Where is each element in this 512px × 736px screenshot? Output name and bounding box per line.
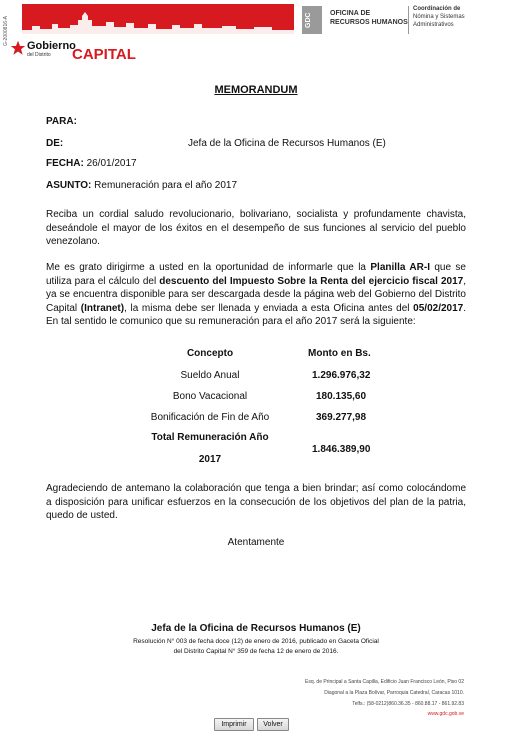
de-value: Jefa de la Oficina de Recursos Humanos (E) bbox=[188, 138, 386, 149]
memo-title: MEMORANDUM bbox=[214, 84, 298, 96]
p2-planilla: Planilla AR-I bbox=[370, 262, 430, 273]
p2-intranet: (Intranet) bbox=[80, 302, 125, 314]
header-banner bbox=[22, 4, 294, 34]
row-concept: Sueldo Anual bbox=[180, 370, 240, 381]
row-amount: 180.135,60 bbox=[316, 391, 367, 402]
row-amount: 369.277,98 bbox=[316, 412, 367, 423]
p2-descuento: descuento del Impuesto Sobre la Renta del ejercicio fiscal 2017 bbox=[159, 275, 464, 287]
p2-deadline: 05/02/2017 bbox=[413, 302, 464, 314]
address-line1: Esq. de Principal a Santa Capilla, Edificio Juan Francisco León, Piso 02 bbox=[305, 679, 464, 685]
coordination-line3: Administrativos bbox=[413, 22, 454, 28]
office-title-line2: RECURSOS HUMANOS bbox=[330, 19, 408, 26]
coordination-line2: Nómina y Sistemas bbox=[413, 14, 465, 20]
row-concept: Bono Vacacional bbox=[172, 391, 248, 402]
table-row bbox=[140, 412, 400, 432]
fecha-field bbox=[46, 158, 137, 169]
fecha-value: 26/01/2017 bbox=[86, 158, 137, 169]
logo-text-gobierno: Gobierno bbox=[27, 40, 76, 52]
signature-resolution-line2: del Distrito Capital N° 359 de fecha 12 de enero de 2016. bbox=[173, 648, 339, 655]
de-label: DE: bbox=[46, 138, 64, 149]
de-field bbox=[46, 138, 63, 149]
table-header bbox=[140, 348, 400, 368]
print-button[interactable]: Imprimir bbox=[214, 718, 254, 731]
p2-text-e: , ya se encuentra disponible para ser descargada desde la página web del Gobierno del Distrito Capital bbox=[46, 275, 466, 314]
signature-name: Jefa de la Oficina de Recursos Humanos (E) bbox=[151, 623, 361, 634]
fecha-label: FECHA: bbox=[46, 158, 84, 169]
star-icon bbox=[10, 40, 26, 56]
info-paragraph bbox=[46, 261, 466, 329]
total-amount: 1.846.389,90 bbox=[312, 444, 371, 455]
skyline-graphic bbox=[22, 4, 294, 34]
greeting-paragraph: Reciba un cordial saludo revolucionario, bolivariano, socialista y profundamente chavista, deseándole el mayor de los éxitos en el desempeño de sus funciones al servicio del pueblo venezolano. bbox=[46, 209, 466, 247]
gdc-badge-text: GDC bbox=[305, 12, 312, 28]
table-total-row bbox=[140, 432, 400, 472]
table-row bbox=[140, 370, 400, 390]
asunto-value: Remuneración para el año 2017 bbox=[94, 180, 238, 191]
closing-paragraph: Agradeciendo de antemano la colaboración que tenga a bien brindar; así como colocándome a disposición para unificar esfuerzos en la consecución de los objetivos del plan de la patria, quedo de usted. bbox=[46, 483, 466, 521]
asunto-label: ASUNTO: bbox=[46, 180, 92, 191]
asunto-field bbox=[46, 180, 237, 191]
address-website: www.gdc.gob.ve bbox=[427, 711, 464, 717]
closing-salutation: Atentamente bbox=[227, 537, 285, 548]
row-concept: Bonificación de Fin de Año bbox=[150, 412, 270, 423]
back-button[interactable]: Volver bbox=[257, 718, 289, 731]
gdc-logo bbox=[10, 36, 160, 64]
amount-header: Monto en Bs. bbox=[308, 348, 371, 359]
logo-text-capital: CAPITAL bbox=[72, 46, 136, 63]
signature-resolution-line1: Resolución N° 003 de fecha doce (12) de enero de 2016, publicado en Gaceta Oficial bbox=[133, 638, 379, 645]
header-divider bbox=[408, 6, 409, 34]
table-row bbox=[140, 391, 400, 411]
office-title-line1: OFICINA DE bbox=[330, 10, 371, 17]
total-label-line2: 2017 bbox=[198, 454, 222, 465]
address-line2: Diagonal a la Plaza Bolívar, Parroquia Catedral, Caracas 1010. bbox=[324, 690, 464, 696]
logo-text-distrito: del Distrito bbox=[27, 52, 51, 58]
address-phones: Telfs.: (58-0212)860.36.35 - 860.88.17 - 861.92.83 bbox=[352, 701, 464, 707]
p2-text-a: Me es grato dirigirme a usted en la oportunidad de informarle que la bbox=[46, 262, 371, 273]
side-code: G-2000816-A bbox=[3, 15, 9, 46]
coordination-line1: Coordinación de bbox=[413, 6, 461, 12]
p2-text-i: . En tal sentido le comunico que su remuneración para el año 2017 será la siguiente: bbox=[46, 302, 467, 327]
para-label: PARA: bbox=[46, 116, 77, 127]
concept-header: Concepto bbox=[186, 348, 234, 359]
p2-text-g: , la misma debe ser llenada y enviada a esta Oficina antes del bbox=[124, 302, 414, 314]
total-label-line1: Total Remuneración Año bbox=[151, 432, 269, 443]
p2-text-c: que se utiliza para el cálculo del bbox=[46, 262, 466, 287]
para-field bbox=[46, 116, 77, 127]
row-amount: 1.296.976,32 bbox=[312, 370, 371, 381]
